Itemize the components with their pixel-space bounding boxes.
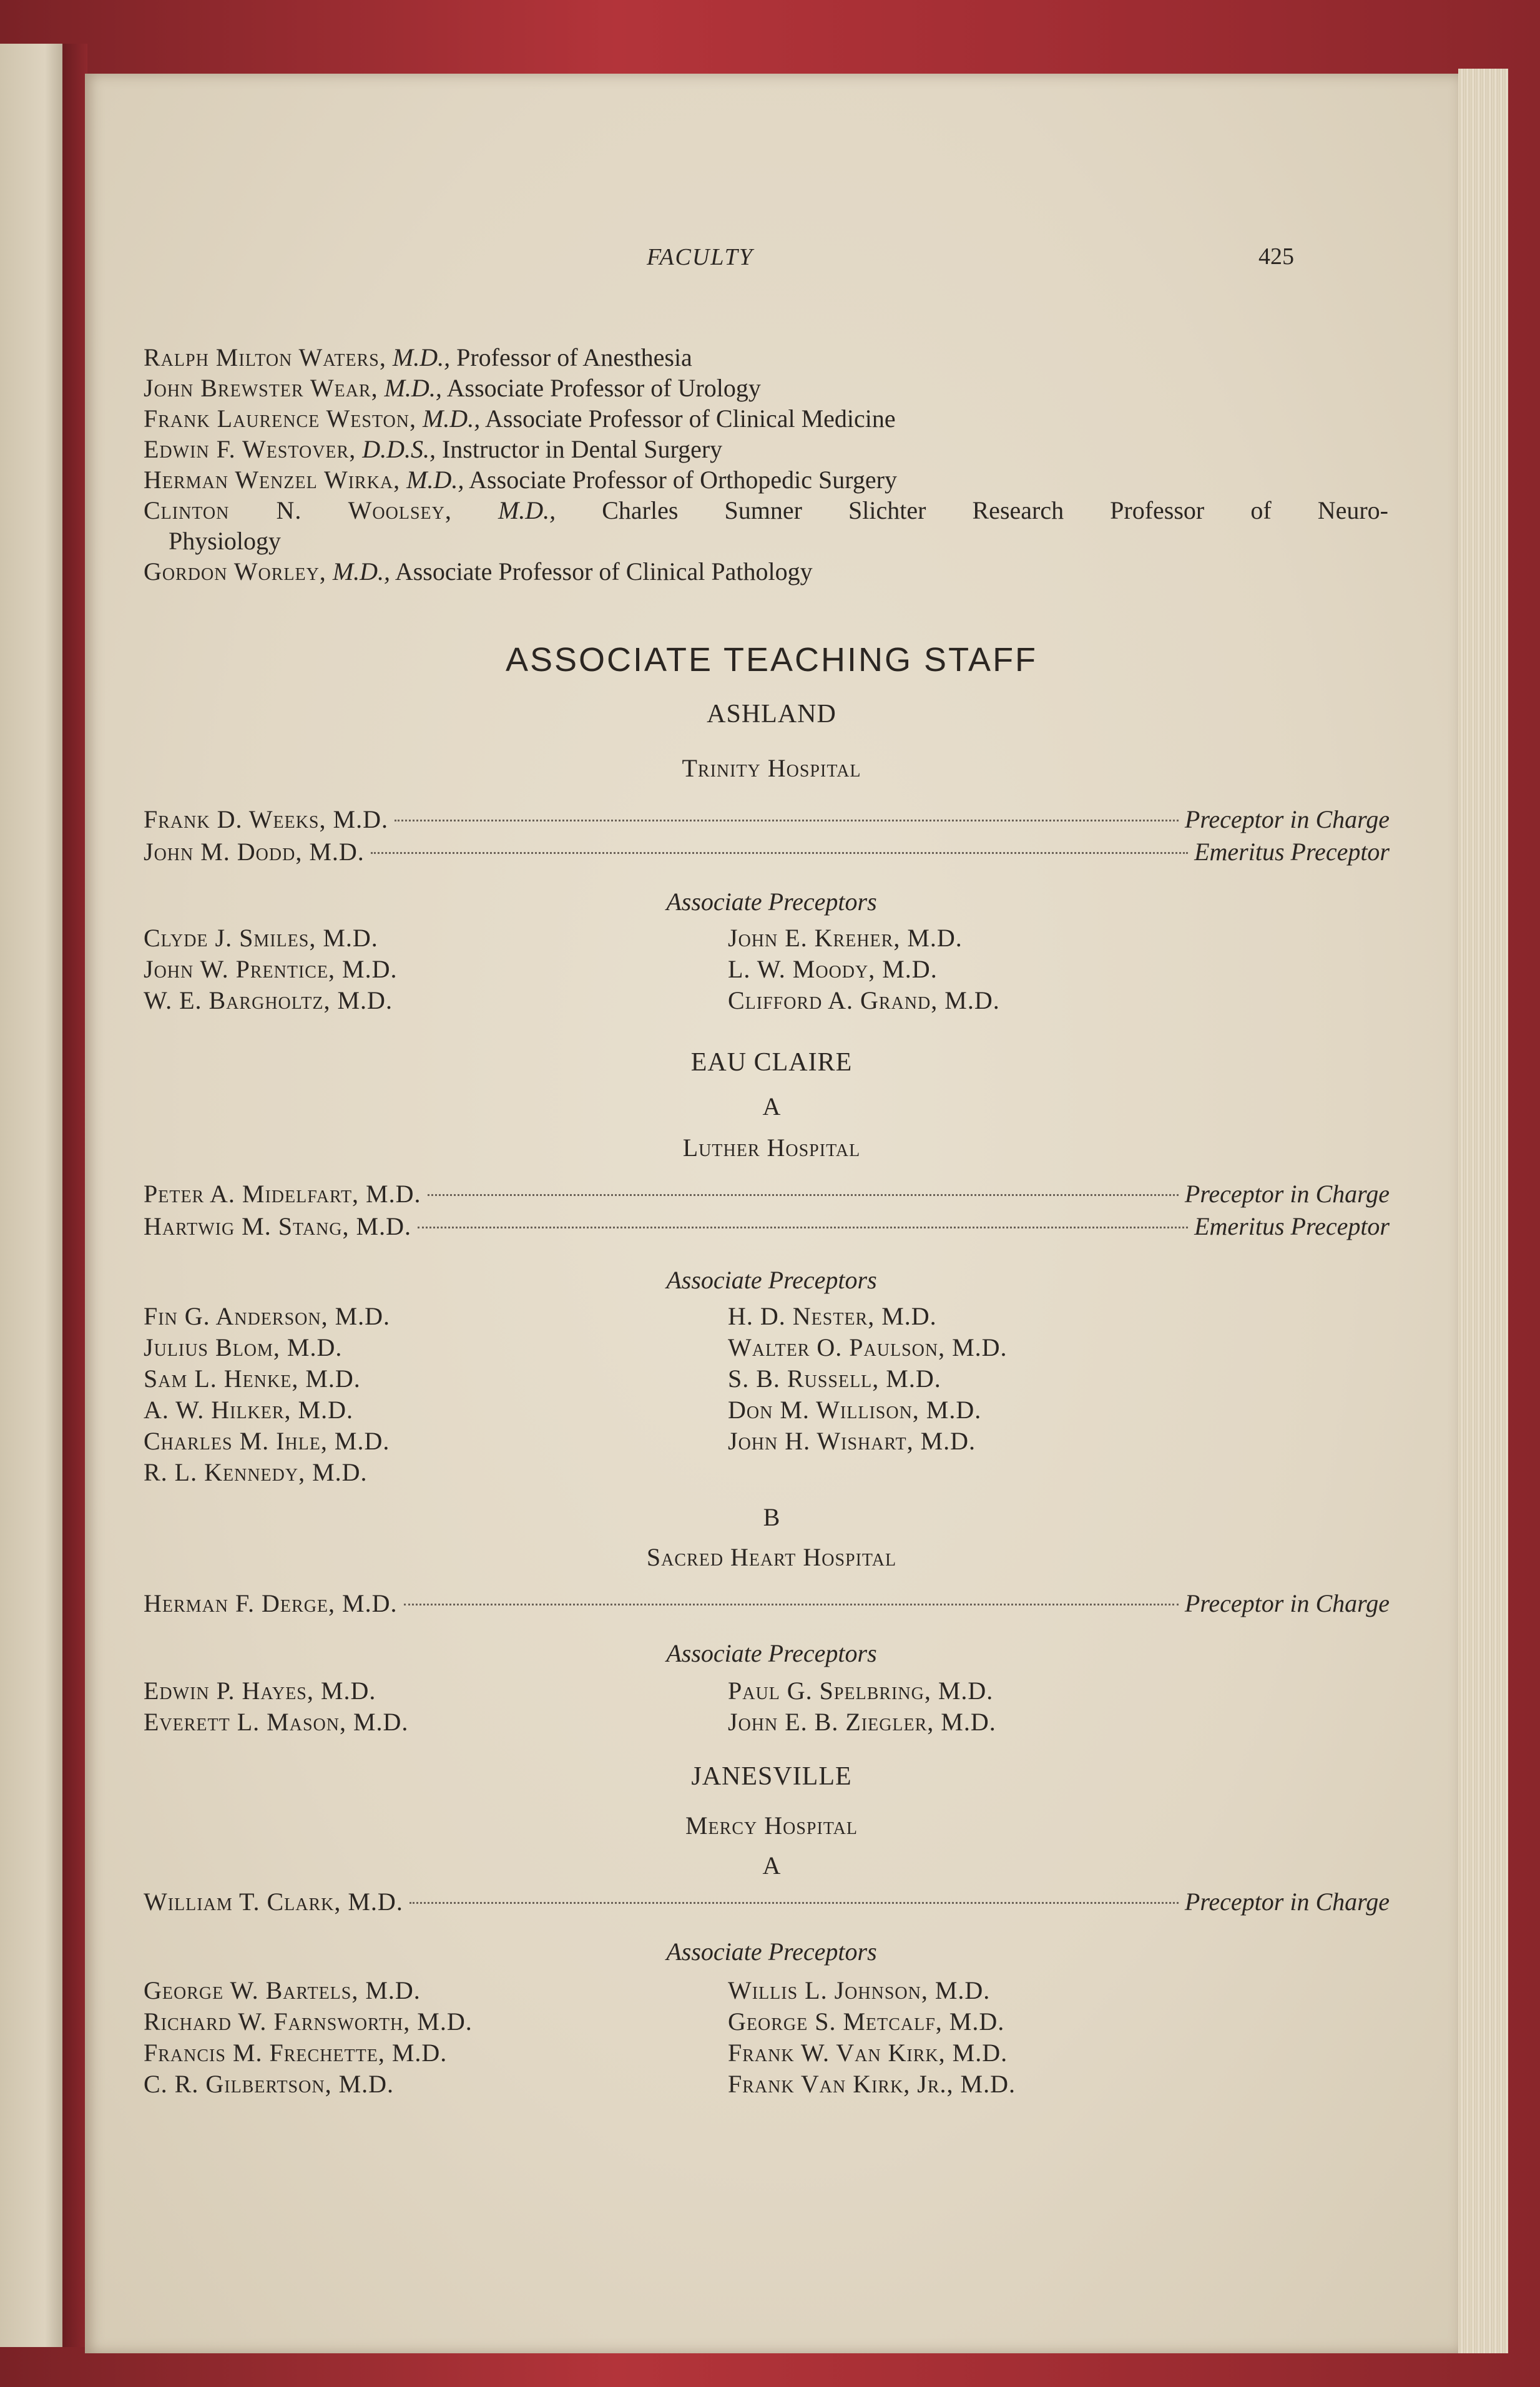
associate-name: John W. Prentice, M.D. — [144, 955, 398, 983]
preceptor-row: John M. Dodd, M.D. Emeritus Preceptor — [144, 838, 1390, 866]
associate-name: John E. B. Ziegler, M.D. — [728, 1708, 996, 1736]
page-edges — [1458, 69, 1508, 2353]
associate-name: Francis M. Frechette, M.D. — [144, 2039, 448, 2067]
dot-leader — [395, 820, 1179, 821]
city-heading-janesville: JANESVILLE — [691, 1762, 852, 1791]
associate-name: John E. Kreher, M.D. — [728, 924, 963, 952]
dot-leader — [428, 1194, 1179, 1196]
faculty-entry-continuation: Physiology — [169, 527, 282, 555]
associate-name: Walter O. Paulson, M.D. — [728, 1333, 1008, 1361]
dot-leader — [404, 1604, 1179, 1605]
associate-heading: Associate Preceptors — [666, 1639, 877, 1667]
group-label: A — [762, 1092, 781, 1120]
book-gutter — [62, 44, 87, 2347]
associate-name: Clifford A. Grand, M.D. — [728, 986, 1000, 1014]
associate-name: L. W. Moody, M.D. — [728, 955, 938, 983]
associate-name: Don M. Willison, M.D. — [728, 1396, 982, 1424]
faculty-entry: John Brewster Wear, M.D., Associate Professor of Urology — [144, 374, 761, 402]
preceptor-row: Peter A. Midelfart, M.D. Preceptor in Charge — [144, 1180, 1390, 1208]
associate-name: H. D. Nester, M.D. — [728, 1302, 937, 1330]
associate-name: W. E. Bargholtz, M.D. — [144, 986, 393, 1014]
associate-name: Paul G. Spelbring, M.D. — [728, 1677, 994, 1705]
associate-name: Edwin P. Hayes, M.D. — [144, 1677, 376, 1705]
dot-leader — [371, 852, 1188, 854]
associate-heading: Associate Preceptors — [666, 888, 877, 916]
dot-leader — [410, 1902, 1179, 1904]
faculty-entry: Frank Laurence Weston, M.D., Associate Professor of Clinical Medicine — [144, 404, 896, 433]
faculty-entry: Clinton N. Woolsey, M.D., Charles Sumner Slichter Research Professor of Neuro- — [144, 496, 1389, 524]
associate-heading: Associate Preceptors — [666, 1266, 877, 1294]
associate-name: John H. Wishart, M.D. — [728, 1427, 976, 1455]
preceptor-row: Frank D. Weeks, M.D. Preceptor in Charge — [144, 805, 1390, 833]
hospital-name: Trinity Hospital — [682, 754, 861, 782]
associate-name: C. R. Gilbertson, M.D. — [144, 2070, 395, 2098]
page-number: 425 — [1258, 243, 1294, 270]
faculty-entry: Herman Wenzel Wirka, M.D., Associate Professor of Orthopedic Surgery — [144, 466, 897, 494]
preceptor-row: William T. Clark, M.D. Preceptor in Charge — [144, 1888, 1390, 1916]
associate-name: Clyde J. Smiles, M.D. — [144, 924, 378, 952]
associate-name: R. L. Kennedy, M.D. — [144, 1458, 368, 1486]
associate-name: Frank W. Van Kirk, M.D. — [728, 2039, 1008, 2067]
associate-name: Everett L. Mason, M.D. — [144, 1708, 409, 1736]
associate-name: Willis L. Johnson, M.D. — [728, 1976, 991, 2004]
faculty-entry: Gordon Worley, M.D., Associate Professor of Clinical Pathology — [144, 557, 813, 586]
associate-name: Fin G. Anderson, M.D. — [144, 1302, 391, 1330]
group-label: A — [762, 1851, 781, 1880]
preceptor-row: Hartwig M. Stang, M.D. Emeritus Preceptor — [144, 1212, 1390, 1240]
associate-name: George W. Bartels, M.D. — [144, 1976, 421, 2004]
group-label: B — [763, 1503, 780, 1531]
associate-name: Charles M. Ihle, M.D. — [144, 1427, 390, 1455]
associate-name: Richard W. Farnsworth, M.D. — [144, 2007, 473, 2036]
dot-leader — [418, 1227, 1188, 1228]
city-heading-ashland: ASHLAND — [707, 700, 836, 728]
preceptor-row: Herman F. Derge, M.D. Preceptor in Charge — [144, 1589, 1390, 1617]
hospital-name: Mercy Hospital — [685, 1811, 858, 1840]
associate-heading: Associate Preceptors — [666, 1938, 877, 1966]
city-heading-eau-claire: EAU CLAIRE — [690, 1048, 853, 1077]
associate-name: S. B. Russell, M.D. — [728, 1365, 941, 1393]
running-title: FACULTY — [647, 244, 753, 270]
associate-name: Frank Van Kirk, Jr., M.D. — [728, 2070, 1016, 2098]
hospital-name: Sacred Heart Hospital — [646, 1543, 897, 1571]
faculty-entry: Ralph Milton Waters, M.D., Professor of Anesthesia — [144, 343, 692, 371]
section-title: ASSOCIATE TEACHING STAFF — [505, 641, 1038, 679]
associate-name: A. W. Hilker, M.D. — [144, 1396, 354, 1424]
associate-name: Julius Blom, M.D. — [144, 1333, 343, 1361]
associate-name: George S. Metcalf, M.D. — [728, 2007, 1005, 2036]
associate-name: Sam L. Henke, M.D. — [144, 1365, 361, 1393]
hospital-name: Luther Hospital — [682, 1134, 861, 1162]
faculty-entry: Edwin F. Westover, D.D.S., Instructor in Dental Surgery — [144, 435, 723, 463]
book-page — [85, 74, 1458, 2353]
